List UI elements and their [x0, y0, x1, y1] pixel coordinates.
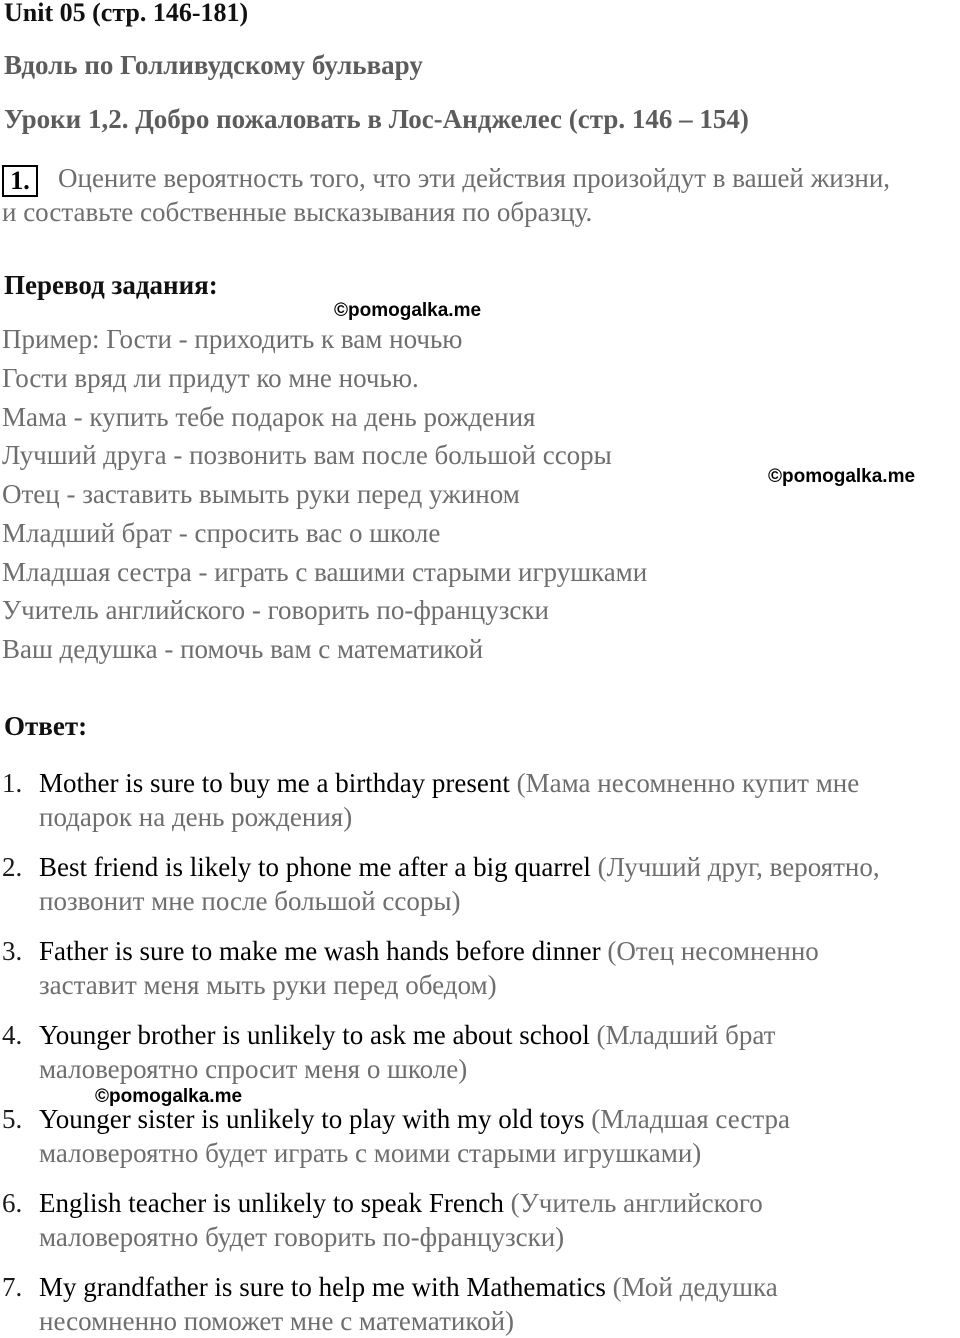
answer-number: 2.	[2, 852, 23, 882]
translation-line: Мама - купить тебе подарок на день рождения	[2, 402, 536, 432]
translation-heading: Перевод задания:	[4, 270, 218, 300]
answer-russian: (Мой дедушка	[605, 1272, 778, 1302]
answer-english: Younger brother is unlikely to ask me about school	[39, 1020, 590, 1050]
page-subtitle: Вдоль по Голливудскому бульвару	[4, 50, 423, 80]
answer-heading: Ответ:	[4, 711, 88, 741]
answer-russian-cont: заставит меня мыть руки перед обедом)	[39, 970, 497, 1000]
answer-russian-cont: несомненно поможет мне с математикой)	[39, 1306, 515, 1336]
answer-number: 3.	[2, 936, 23, 966]
answer-english: My grandfather is sure to help me with Mathematics	[39, 1272, 606, 1302]
answer-number: 5.	[2, 1104, 23, 1134]
translation-line: Ваш дедушка - помочь вам с математикой	[2, 634, 484, 664]
translation-line: Пример: Гости - приходить к вам ночью	[2, 324, 463, 354]
watermark: ©pomogalka.me	[95, 1086, 243, 1107]
watermark: ©pomogalka.me	[334, 300, 482, 321]
translation-line: Учитель английского - говорить по-французски	[2, 595, 549, 625]
answer-number: 4.	[2, 1020, 23, 1050]
translation-line: Лучший друга - позвонить вам после большой ссоры	[2, 440, 612, 470]
task-number-box: 1.	[2, 165, 38, 197]
translation-line: Отец - заставить вымыть руки перед ужином	[2, 479, 520, 509]
task-instruction-line1: Оцените вероятность того, что эти действия произойдут в вашей жизни,	[58, 163, 891, 193]
answer-english: Best friend is likely to phone me after a big quarrel	[39, 852, 591, 882]
lesson-title: Уроки 1,2. Добро пожаловать в Лос-Анджелес (стр. 146 – 154)	[4, 104, 749, 134]
answer-russian: (Младший брат	[589, 1020, 776, 1050]
watermark: ©pomogalka.me	[768, 466, 916, 487]
answer-number: 6.	[2, 1188, 23, 1218]
answer-russian-cont: позвонит мне после большой ссоры)	[39, 886, 461, 916]
answer-russian: (Учитель английского	[503, 1188, 763, 1218]
translation-line: Гости вряд ли придут ко мне ночью.	[2, 363, 419, 393]
translation-line: Младшая сестра - играть с вашими старыми игрушками	[2, 557, 648, 587]
task-instruction-line2: и составьте собственные высказывания по образцу.	[2, 197, 593, 227]
answer-russian: (Младшая сестра	[584, 1104, 790, 1134]
answer-english: Mother is sure to buy me a birthday present	[39, 768, 510, 798]
answer-russian-cont: маловероятно будет играть с моими старыми игрушками)	[39, 1138, 702, 1168]
answer-number: 7.	[2, 1272, 23, 1302]
answer-russian: (Отец несомненно	[600, 936, 819, 966]
answer-russian-cont: маловероятно будет говорить по-французски)	[39, 1222, 565, 1252]
answer-number: 1.	[2, 768, 23, 798]
answer-english: English teacher is unlikely to speak French	[39, 1188, 504, 1218]
translation-line: Младший брат - спросить вас о школе	[2, 518, 441, 548]
answer-russian-cont: подарок на день рождения)	[39, 802, 353, 832]
answer-russian: (Мама несомненно купит мне	[509, 768, 860, 798]
unit-title: Unit 05 (стр. 146-181)	[4, 0, 249, 27]
answer-russian: (Лучший друг, вероятно,	[590, 852, 880, 882]
answer-english: Younger sister is unlikely to play with my old toys	[39, 1104, 585, 1134]
answer-russian-cont: маловероятно спросит меня о школе)	[39, 1054, 468, 1084]
answer-english: Father is sure to make me wash hands before dinner	[39, 936, 601, 966]
